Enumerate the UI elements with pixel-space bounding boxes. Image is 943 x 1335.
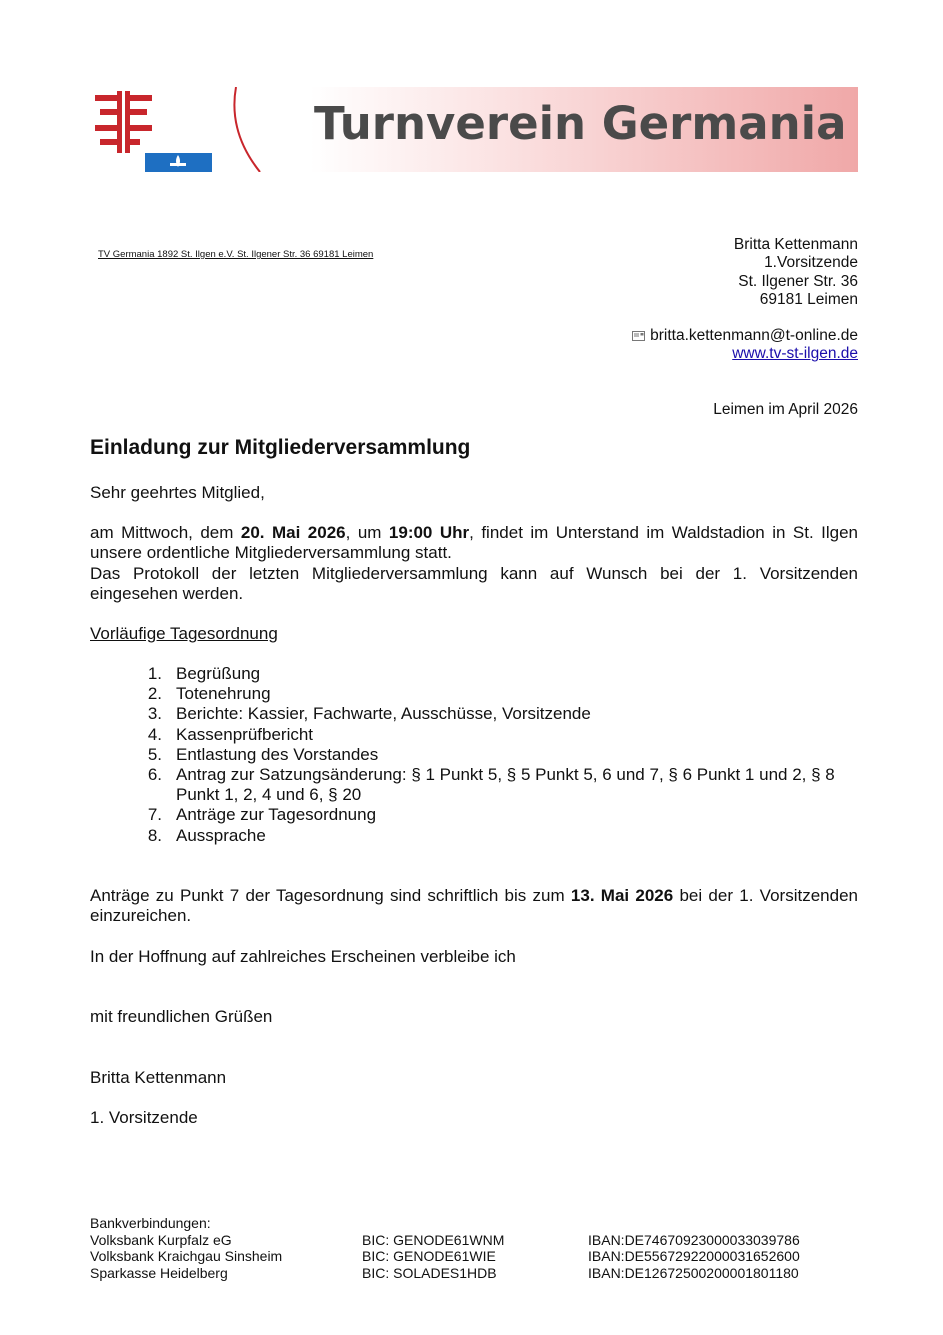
salutation: Sehr geehrtes Mitglied,: [90, 483, 265, 502]
header-banner: [90, 87, 858, 172]
contact-email[interactable]: britta.kettenmann@t-online.de: [650, 327, 858, 345]
agenda-item: [140, 765, 860, 805]
agenda-item-text: Begrüßung: [176, 664, 261, 683]
agenda-item: [140, 745, 860, 765]
agenda-item-number: 4.: [147, 724, 162, 744]
agenda-item-text: Aussprache: [176, 825, 266, 845]
bank-name: Volksbank Kurpfalz eG: [90, 1231, 232, 1248]
agenda-item: [140, 725, 860, 745]
motions-deadline: 13. Mai 2026: [570, 886, 674, 905]
contact-city: 69181 Leimen: [759, 290, 858, 308]
bank-name: Sparkasse Heidelberg: [90, 1264, 228, 1281]
bank-iban: IBAN:DE74670923000033039786: [588, 1231, 800, 1248]
meeting-date: 20. Mai 2026: [240, 523, 346, 542]
contact-email-line: [632, 327, 858, 345]
agenda-list: [140, 664, 860, 846]
agenda-item: [140, 826, 860, 846]
agenda-item: [140, 664, 860, 684]
agenda-item-text: Antrag zur Satzungsänderung: § 1 Punkt 5, § 5 Punkt 5, 6 und 7, § 6 Punkt 1 und 2, § 8 Punkt 1, 2, 4 und 6, § 20: [176, 765, 835, 805]
agenda-item-text: Kassenprüfbericht: [176, 724, 314, 744]
intro-paragraph: am Mittwoch, dem 20. Mai 2026, um 19:00 Uhr, findet im Unterstand im Waldstadion in St. Ilgen unsere ordentliche Mitgliederversammlung statt. Das Protokoll der letzten Mitgliederversammlung kann auf Wunsch bei der 1. Vorsitzenden eingesehen werden.: [90, 523, 859, 603]
agenda-item-text: Totenehrung: [176, 684, 271, 704]
motions-paragraph: Anträge zu Punkt 7 der Tagesordnung sind schriftlich bis zum 13. Mai 2026 bei der 1. Vorsitzenden einzureichen.: [90, 886, 858, 926]
bank-iban: IBAN:DE55672922000031652600: [588, 1248, 800, 1265]
contact-name: Britta Kettenmann: [733, 236, 858, 253]
signature-role: 1. Vorsitzende: [90, 1108, 198, 1127]
contact-role: 1.Vorsitzende: [764, 254, 858, 272]
closing: mit freundlichen Grüßen: [90, 1007, 273, 1026]
contact-street: St. Ilgener Str. 36: [738, 272, 858, 290]
agenda-item-number: 1.: [147, 664, 162, 683]
address-block: [632, 236, 858, 364]
bank-iban: IBAN:DE12672500200001801180: [588, 1264, 799, 1281]
mail-icon: [632, 331, 645, 341]
letter-date: Leimen im April 2026: [713, 401, 858, 418]
agenda-item: [140, 805, 860, 825]
decorative-arc: [234, 87, 260, 172]
meeting-time: 19:00 Uhr: [388, 523, 470, 542]
agenda-item-number: 5.: [147, 744, 162, 764]
bank-bic: BIC: GENODE61WIE: [362, 1248, 496, 1265]
website-link[interactable]: www.tv-st-ilgen.de: [732, 345, 858, 363]
bank-bic: BIC: SOLADES1HDB: [362, 1264, 497, 1281]
banner-title: Turnverein Germania: [314, 97, 847, 150]
bank-name: Volksbank Kraichgau Sinsheim: [90, 1248, 283, 1265]
page-title: Einladung zur Mitgliederversammlung: [90, 436, 471, 459]
signature-name: Britta Kettenmann: [90, 1068, 227, 1087]
agenda-item: [140, 704, 860, 724]
crest-emblem: [145, 153, 212, 172]
agenda-item-text: Entlastung des Vorstandes: [176, 744, 379, 764]
agenda-item-text: Berichte: Kassier, Fachwarte, Ausschüsse, Vorsitzende: [176, 704, 591, 724]
agenda-item-number: 7.: [147, 805, 162, 825]
club-logo: [95, 91, 152, 153]
agenda-item-number: 6.: [147, 765, 162, 785]
agenda-item-text: Anträge zur Tagesordnung: [176, 805, 377, 825]
footer-heading: Bankverbindungen:: [90, 1215, 211, 1231]
agenda-heading: Vorläufige Tagesordnung: [90, 624, 278, 643]
agenda-item-number: 8.: [147, 825, 162, 845]
agenda-item-number: 2.: [147, 684, 162, 704]
hope-sentence: In der Hoffnung auf zahlreiches Erscheinen verbleibe ich: [90, 947, 516, 966]
bank-bic: BIC: GENODE61WNM: [362, 1231, 505, 1248]
sender-address-line: TV Germania 1892 St. Ilgen e.V. St. Ilgener Str. 36 69181 Leimen: [98, 249, 374, 260]
protocol-note: Das Protokoll der letzten Mitgliederversammlung kann auf Wunsch bei der 1. Vorsitzenden eingesehen werden.: [90, 563, 858, 603]
agenda-item-number: 3.: [147, 704, 162, 724]
agenda-item: [140, 684, 860, 704]
